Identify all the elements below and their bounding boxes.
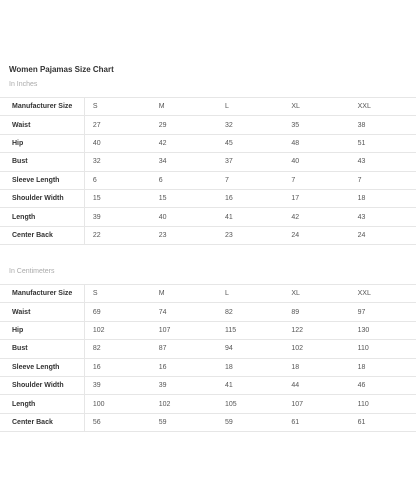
row-label: Shoulder Width — [0, 376, 84, 394]
table-cell: 102 — [283, 340, 349, 358]
table-cell: 15 — [151, 189, 217, 207]
table-cell: 7 — [350, 171, 416, 189]
table-cell: 40 — [151, 208, 217, 226]
table-cell: 110 — [350, 340, 416, 358]
table-cell: 37 — [217, 153, 283, 171]
table-cell: 16 — [217, 189, 283, 207]
table-row — [0, 321, 416, 339]
table-cell: 48 — [283, 134, 349, 152]
table-row — [0, 303, 416, 321]
table-cell: 18 — [283, 358, 349, 376]
table-cell: 69 — [84, 303, 150, 321]
table-cell: 17 — [283, 189, 349, 207]
size-header-cell: L — [217, 285, 283, 303]
row-label: Waist — [0, 116, 84, 134]
row-label: Manufacturer Size — [0, 98, 84, 116]
table-cell: 35 — [283, 116, 349, 134]
table-cell: 41 — [217, 376, 283, 394]
table-cell: 7 — [217, 171, 283, 189]
table-cell: 61 — [350, 413, 416, 431]
table-row — [0, 413, 416, 431]
table-cell: 40 — [283, 153, 349, 171]
table-row — [0, 395, 416, 413]
size-header-cell: XL — [283, 98, 349, 116]
table-cell: 102 — [151, 395, 217, 413]
table-cell: 44 — [283, 376, 349, 394]
size-table-inches — [0, 97, 416, 245]
table-cell: 32 — [84, 153, 150, 171]
table-cell: 23 — [217, 226, 283, 244]
table-cell: 115 — [217, 321, 283, 339]
table-cell: 43 — [350, 153, 416, 171]
table-cell: 105 — [217, 395, 283, 413]
table-row — [0, 153, 416, 171]
table-row — [0, 134, 416, 152]
table-row — [0, 376, 416, 394]
table-cell: 6 — [151, 171, 217, 189]
row-label: Shoulder Width — [0, 189, 84, 207]
table-cell: 130 — [350, 321, 416, 339]
table-cell: 34 — [151, 153, 217, 171]
row-label: Length — [0, 208, 84, 226]
table-cell: 38 — [350, 116, 416, 134]
table-header-row — [0, 285, 416, 303]
table-cell: 102 — [84, 321, 150, 339]
table-cell: 61 — [283, 413, 349, 431]
row-label: Center Back — [0, 413, 84, 431]
table-cell: 16 — [151, 358, 217, 376]
table-cell: 39 — [84, 376, 150, 394]
size-table-centimeters — [0, 284, 416, 432]
table-cell: 41 — [217, 208, 283, 226]
table-cell: 100 — [84, 395, 150, 413]
table-cell: 32 — [217, 116, 283, 134]
table-cell: 39 — [84, 208, 150, 226]
size-header-cell: M — [151, 98, 217, 116]
table-cell: 40 — [84, 134, 150, 152]
row-label: Length — [0, 395, 84, 413]
row-label: Waist — [0, 303, 84, 321]
table-cell: 87 — [151, 340, 217, 358]
table-cell: 51 — [350, 134, 416, 152]
page-title: Women Pajamas Size Chart — [9, 65, 114, 74]
table-cell: 29 — [151, 116, 217, 134]
table-row — [0, 116, 416, 134]
table-cell: 82 — [84, 340, 150, 358]
size-header-cell: XXL — [350, 285, 416, 303]
size-header-cell: XXL — [350, 98, 416, 116]
table-cell: 110 — [350, 395, 416, 413]
table-cell: 94 — [217, 340, 283, 358]
table-cell: 59 — [217, 413, 283, 431]
table-cell: 22 — [84, 226, 150, 244]
table-cell: 56 — [84, 413, 150, 431]
table-row — [0, 226, 416, 244]
table-cell: 18 — [217, 358, 283, 376]
table-cell: 43 — [350, 208, 416, 226]
table-cell: 45 — [217, 134, 283, 152]
row-label: Sleeve Length — [0, 171, 84, 189]
table-row — [0, 358, 416, 376]
table-cell: 89 — [283, 303, 349, 321]
table-cell: 46 — [350, 376, 416, 394]
table-cell: 107 — [151, 321, 217, 339]
table-row — [0, 171, 416, 189]
table-cell: 97 — [350, 303, 416, 321]
table-cell: 7 — [283, 171, 349, 189]
table-cell: 16 — [84, 358, 150, 376]
row-label: Bust — [0, 340, 84, 358]
table-cell: 27 — [84, 116, 150, 134]
table-cell: 18 — [350, 358, 416, 376]
table-cell: 18 — [350, 189, 416, 207]
table-cell: 42 — [283, 208, 349, 226]
section-label-inches: In Inches — [9, 81, 38, 88]
table-cell: 59 — [151, 413, 217, 431]
table-cell: 107 — [283, 395, 349, 413]
size-header-cell: L — [217, 98, 283, 116]
table-row — [0, 208, 416, 226]
size-header-cell: S — [84, 285, 150, 303]
size-header-cell: S — [84, 98, 150, 116]
table-row — [0, 189, 416, 207]
table-cell: 24 — [283, 226, 349, 244]
table-cell: 23 — [151, 226, 217, 244]
row-label: Center Back — [0, 226, 84, 244]
table-header-row — [0, 98, 416, 116]
table-cell: 42 — [151, 134, 217, 152]
table-cell: 15 — [84, 189, 150, 207]
table-row — [0, 340, 416, 358]
size-header-cell: XL — [283, 285, 349, 303]
row-label: Manufacturer Size — [0, 285, 84, 303]
row-label: Hip — [0, 134, 84, 152]
table-cell: 6 — [84, 171, 150, 189]
table-cell: 82 — [217, 303, 283, 321]
row-label: Sleeve Length — [0, 358, 84, 376]
table-cell: 122 — [283, 321, 349, 339]
table-cell: 24 — [350, 226, 416, 244]
section-label-centimeters: In Centimeters — [9, 268, 55, 275]
table-cell: 39 — [151, 376, 217, 394]
size-header-cell: M — [151, 285, 217, 303]
row-label: Bust — [0, 153, 84, 171]
row-label: Hip — [0, 321, 84, 339]
table-cell: 74 — [151, 303, 217, 321]
